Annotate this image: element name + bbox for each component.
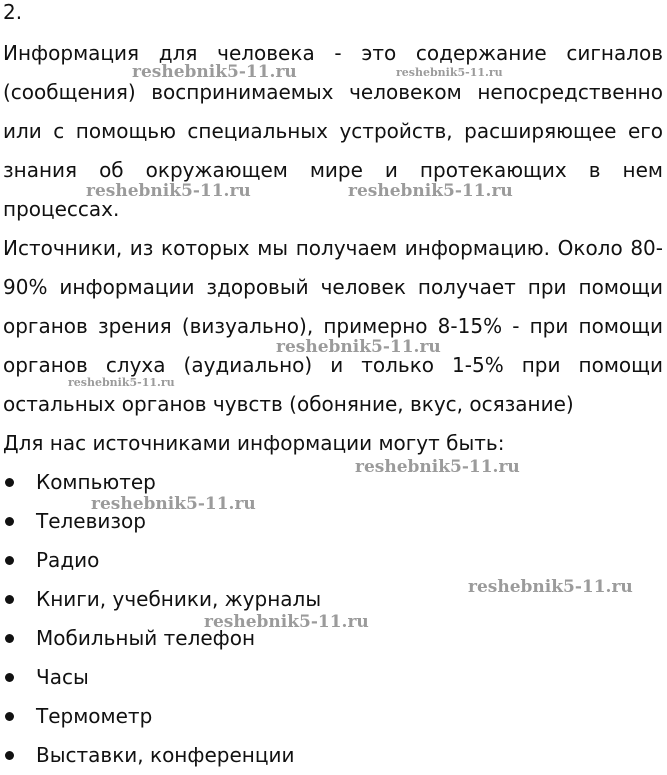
list-item-text: Телевизор bbox=[36, 509, 146, 533]
list-item bbox=[3, 736, 663, 775]
bullet-icon bbox=[5, 595, 14, 604]
watermark: reshebnik5-11.ru bbox=[68, 376, 175, 389]
list-item-text: Мобильный телефон bbox=[36, 626, 256, 650]
definition-paragraph: Информация для человека - это содержание сигналов (сообщения) воспринимаемых человеком непосредственно или с помощью специальных устройств, расширяющее его знания об окружающем мире и протекающих в нем процессах. bbox=[3, 41, 663, 221]
list-intro: Для нас источниками информации могут быть: bbox=[3, 431, 505, 455]
watermark: reshebnik5-11.ru bbox=[204, 612, 369, 632]
list-item bbox=[3, 541, 663, 580]
list-item-text: Книги, учебники, журналы bbox=[36, 587, 322, 611]
watermark: reshebnik5-11.ru bbox=[86, 181, 251, 201]
watermark: reshebnik5-11.ru bbox=[355, 457, 520, 477]
list-item-text: Термометр bbox=[36, 704, 153, 728]
watermark: reshebnik5-11.ru bbox=[396, 66, 503, 79]
watermark: reshebnik5-11.ru bbox=[468, 577, 633, 597]
bullet-icon bbox=[5, 478, 14, 487]
bullet-icon bbox=[5, 751, 14, 760]
sources-paragraph: Источники, из которых мы получаем информацию. Около 80-90% информации здоровый человек получает при помощи органов зрения (визуально), примерно 8-15% - при помощи органов слуха (аудиально) и только 1-5% при помощи остальных органов чувств (обоняние, вкус, осязание) bbox=[3, 236, 663, 416]
bullet-icon bbox=[5, 517, 14, 526]
task-number: 2. bbox=[3, 0, 23, 24]
list-item-text: Компьютер bbox=[36, 470, 156, 494]
bullet-icon bbox=[5, 712, 14, 721]
watermark: reshebnik5-11.ru bbox=[132, 62, 297, 82]
bullet-icon bbox=[5, 673, 14, 682]
list-item-text: Часы bbox=[36, 665, 89, 689]
bullet-icon bbox=[5, 556, 14, 565]
list-item-text: Радио bbox=[36, 548, 100, 572]
list-item-text: Выставки, конференции bbox=[36, 743, 295, 767]
watermark: reshebnik5-11.ru bbox=[276, 337, 441, 357]
bullet-icon bbox=[5, 634, 14, 643]
watermark: reshebnik5-11.ru bbox=[91, 494, 256, 514]
list-item bbox=[3, 658, 663, 697]
list-item bbox=[3, 697, 663, 736]
watermark: reshebnik5-11.ru bbox=[348, 181, 513, 201]
